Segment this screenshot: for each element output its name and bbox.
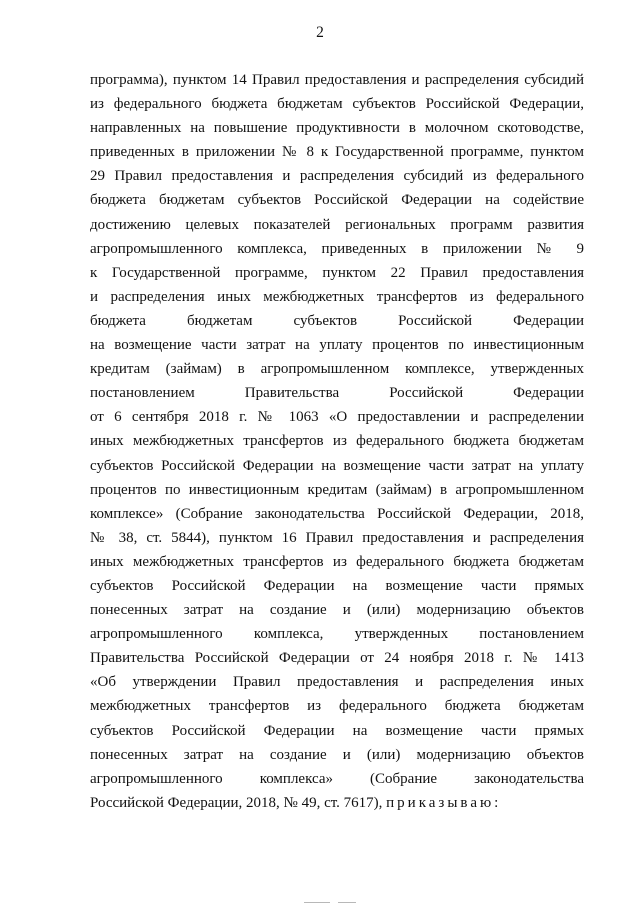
text-line: № 38, ст. 5844), пунктом 16 Правил предоставления и распределения	[90, 529, 584, 546]
text-line: иных межбюджетных трансфертов из федерального бюджета бюджетам	[90, 553, 584, 570]
text-line: субъектов Российской Федерации на возмещение части прямых	[90, 722, 584, 739]
text-line: к Государственной программе, пунктом 22 Правил предоставления	[90, 264, 584, 281]
text-line: и распределения иных межбюджетных трансфертов из федерального	[90, 288, 584, 305]
text-line: агропромышленного комплекса, утвержденных постановлением	[90, 626, 584, 643]
text-line-final	[90, 791, 584, 815]
text-line: понесенных затрат на создание и (или) модернизацию объектов	[90, 746, 584, 763]
text-line: постановлением Правительства Российской Федерации	[90, 385, 584, 402]
text-line: от 6 сентября 2018 г. № 1063 «О предоставлении и распределении	[90, 409, 584, 426]
text-line: субъектов Российской Федерации на возмещение части затрат на уплату	[90, 457, 584, 474]
text-line: агропромышленного комплекса» (Собрание законодательства	[90, 770, 584, 787]
scan-artifact	[338, 902, 356, 903]
text-line: агропромышленного комплекса, приведенных в приложении № 9	[90, 240, 584, 257]
text-line: Правительства Российской Федерации от 24 ноября 2018 г. № 1413	[90, 650, 584, 667]
scan-artifact	[304, 902, 330, 903]
text-line: бюджета бюджетам субъектов Российской Федерации	[90, 312, 584, 329]
text-line: иных межбюджетных трансфертов из федерального бюджета бюджетам	[90, 433, 584, 450]
final-line-text: Российской Федерации, 2018, № 49, ст. 7617),	[90, 794, 383, 811]
text-line: «Об утверждении Правил предоставления и распределения иных	[90, 674, 584, 691]
text-line: субъектов Российской Федерации на возмещение части прямых	[90, 577, 584, 594]
text-line: процентов по инвестиционным кредитам (займам) в агропромышленном	[90, 481, 584, 498]
text-line: кредитам (займам) в агропромышленном комплексе, утвержденных	[90, 361, 584, 378]
text-line: приведенных в приложении № 8 к Государственной программе, пунктом	[90, 144, 584, 161]
text-line: из федерального бюджета бюджетам субъектов Российской Федерации,	[90, 96, 584, 113]
text-line: межбюджетных трансфертов из федерального бюджета бюджетам	[90, 698, 584, 715]
text-line: направленных на повышение продуктивности в молочном скотоводстве,	[90, 120, 584, 137]
page-number: 2	[316, 24, 324, 41]
order-word: приказываю:	[386, 794, 502, 811]
text-line: 29 Правил предоставления и распределения субсидий из федерального	[90, 168, 584, 185]
text-line: достижению целевых показателей региональных программ развития	[90, 216, 584, 233]
text-line: бюджета бюджетам субъектов Российской Федерации на содействие	[90, 192, 584, 209]
text-line: программа), пунктом 14 Правил предоставления и распределения субсидий	[90, 72, 584, 88]
body-paragraph	[90, 68, 584, 815]
text-line: на возмещение части затрат на уплату процентов по инвестиционным	[90, 337, 584, 354]
text-line: понесенных затрат на создание и (или) модернизацию объектов	[90, 602, 584, 619]
text-line: комплексе» (Собрание законодательства Российской Федерации, 2018,	[90, 505, 584, 522]
